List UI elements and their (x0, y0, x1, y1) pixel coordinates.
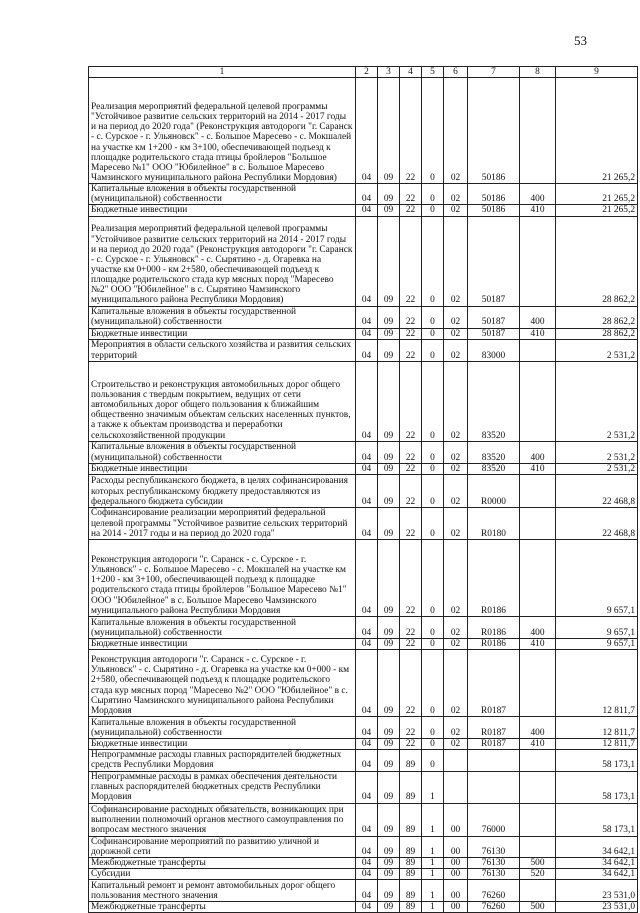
row-code-item: 50186 (468, 184, 520, 205)
row-code-section: 04 (356, 717, 378, 739)
row-code-item: 50187 (468, 306, 520, 328)
row-code-program: 22 (400, 216, 422, 306)
row-code-subprogram: 0 (422, 339, 444, 361)
row-description: Капитальные вложения в объекты государственной (муниципальной) собственности (89, 616, 356, 638)
row-code-direction: 02 (444, 507, 468, 539)
row-code-direction (444, 750, 468, 771)
row-amount: 22 468,8 (556, 474, 638, 507)
row-code-subsection: 09 (378, 205, 400, 216)
table-row (89, 328, 638, 339)
row-code-item: R0186 (468, 616, 520, 638)
row-code-section: 04 (356, 771, 378, 803)
row-code-direction: 02 (444, 339, 468, 361)
row-description: Межбюджетные трансферты (89, 857, 356, 868)
row-code-program: 22 (400, 474, 422, 507)
row-description: Субсидии (89, 869, 356, 880)
row-code-item: 76130 (468, 857, 520, 868)
row-code-expense-type: 410 (520, 205, 556, 216)
row-code-section: 04 (356, 216, 378, 306)
row-code-direction: 02 (444, 717, 468, 739)
row-code-subprogram: 0 (422, 474, 444, 507)
table-row (89, 507, 638, 539)
row-code-subprogram: 0 (422, 78, 444, 184)
row-code-expense-type: 400 (520, 441, 556, 463)
row-code-program: 89 (400, 836, 422, 857)
row-code-program: 22 (400, 339, 422, 361)
row-code-subprogram: 0 (422, 328, 444, 339)
row-code-item: R0187 (468, 650, 520, 717)
row-code-item: 76260 (468, 880, 520, 902)
row-code-expense-type (520, 650, 556, 717)
row-code-item: R0000 (468, 474, 520, 507)
row-code-subprogram: 1 (422, 771, 444, 803)
row-amount: 9 657,1 (556, 638, 638, 649)
row-code-section: 04 (356, 650, 378, 717)
row-code-item: R0186 (468, 539, 520, 616)
row-code-program: 22 (400, 616, 422, 638)
row-description: Капитальные вложения в объекты государственной (муниципальной) собственности (89, 717, 356, 739)
row-code-program: 22 (400, 78, 422, 184)
row-code-program: 22 (400, 638, 422, 649)
table-row (89, 205, 638, 216)
row-code-expense-type: 500 (520, 902, 556, 913)
row-code-subsection: 09 (378, 184, 400, 205)
row-code-subprogram: 1 (422, 803, 444, 836)
row-code-subsection: 09 (378, 650, 400, 717)
row-code-section: 04 (356, 507, 378, 539)
row-code-direction: 02 (444, 638, 468, 649)
row-code-item: 76130 (468, 836, 520, 857)
row-code-subsection: 09 (378, 739, 400, 750)
table-row (89, 803, 638, 836)
row-code-subsection: 09 (378, 857, 400, 868)
page-number: 53 (574, 33, 587, 48)
table-row (89, 78, 638, 184)
row-amount: 22 468,8 (556, 507, 638, 539)
row-code-direction: 02 (444, 616, 468, 638)
row-code-program: 22 (400, 463, 422, 474)
row-code-program: 89 (400, 880, 422, 902)
table-row (89, 771, 638, 803)
row-description: Капитальный ремонт и ремонт автомобильных дорог общего пользования местного значения (89, 880, 356, 902)
row-code-item: 50187 (468, 328, 520, 339)
column-header: 6 (444, 67, 468, 78)
row-code-expense-type: 520 (520, 869, 556, 880)
row-amount: 21 265,2 (556, 78, 638, 184)
row-code-subprogram: 0 (422, 739, 444, 750)
row-code-item: R0180 (468, 507, 520, 539)
table-row (89, 616, 638, 638)
row-code-expense-type: 400 (520, 184, 556, 205)
row-amount: 21 265,2 (556, 184, 638, 205)
row-code-expense-type (520, 216, 556, 306)
row-code-subprogram: 0 (422, 750, 444, 771)
row-code-subsection: 09 (378, 803, 400, 836)
row-code-subsection: 09 (378, 463, 400, 474)
row-code-section: 04 (356, 339, 378, 361)
row-code-section: 04 (356, 902, 378, 913)
row-code-subsection: 09 (378, 771, 400, 803)
row-code-direction: 02 (444, 474, 468, 507)
column-header: 9 (556, 67, 638, 78)
row-amount: 58 173,1 (556, 771, 638, 803)
row-code-program: 89 (400, 869, 422, 880)
row-description: Строительство и реконструкция автомобильных дорог общего пользования с твердым покрытием, ведущих от сети автомобильных дорог общего пользования к ближайшим общественно значимым объектам сельских населенных пунктов, а также к объектам производства и переработки сельскохозяйственной продукции (89, 361, 356, 441)
row-code-subsection: 09 (378, 441, 400, 463)
row-code-direction: 02 (444, 650, 468, 717)
column-header: 2 (356, 67, 378, 78)
row-code-direction: 02 (444, 328, 468, 339)
table-row (89, 638, 638, 649)
row-code-program: 22 (400, 507, 422, 539)
row-code-expense-type: 410 (520, 739, 556, 750)
row-code-section: 04 (356, 869, 378, 880)
row-code-subprogram: 0 (422, 184, 444, 205)
row-code-direction: 00 (444, 880, 468, 902)
row-amount: 58 173,1 (556, 750, 638, 771)
row-code-direction: 00 (444, 902, 468, 913)
row-code-direction: 02 (444, 463, 468, 474)
row-amount: 58 173,1 (556, 803, 638, 836)
table-row (89, 216, 638, 306)
table-row (89, 463, 638, 474)
row-description: Мероприятия в области сельского хозяйства и развития сельских территорий (89, 339, 356, 361)
row-code-direction: 00 (444, 869, 468, 880)
row-code-subprogram: 1 (422, 869, 444, 880)
row-amount: 28 862,2 (556, 306, 638, 328)
row-code-expense-type: 410 (520, 463, 556, 474)
row-amount: 23 531,0 (556, 880, 638, 902)
row-code-direction: 02 (444, 306, 468, 328)
table-row (89, 902, 638, 913)
row-code-program: 22 (400, 539, 422, 616)
row-description: Реализация мероприятий федеральной целевой программы "Устойчивое развитие сельских территорий на 2014 - 2017 годы и на период до 2020 года" (Реконструкция автодороги "г. Саранск - с. Сурское - г. Ульяновск" - с. Сырятино - д. Огаревка на участке км 0+000 - км 2+580, обеспечивающей подъезд к площадке родительского стада кур мясных пород "Маресево №2" ООО "Юбилейное" в с. Сырятино Чамзинского муниципального района Республики Мордовия) (89, 216, 356, 306)
row-code-section: 04 (356, 474, 378, 507)
row-amount: 9 657,1 (556, 539, 638, 616)
row-code-item: 83520 (468, 361, 520, 441)
row-code-item: 76260 (468, 902, 520, 913)
row-description: Капитальные вложения в объекты государственной (муниципальной) собственности (89, 184, 356, 205)
row-code-expense-type: 410 (520, 638, 556, 649)
row-code-expense-type (520, 507, 556, 539)
row-code-section: 04 (356, 880, 378, 902)
header-row (89, 67, 638, 78)
table-row (89, 750, 638, 771)
row-code-program: 22 (400, 328, 422, 339)
table-row (89, 339, 638, 361)
row-description: Софинансирование расходных обязательств, возникающих при выполнении полномочий органов местного самоуправления по вопросам местного значения (89, 803, 356, 836)
row-code-program: 22 (400, 184, 422, 205)
row-code-section: 04 (356, 441, 378, 463)
column-header: 8 (520, 67, 556, 78)
table-row (89, 361, 638, 441)
row-code-item (468, 771, 520, 803)
row-code-item: 83520 (468, 463, 520, 474)
row-code-expense-type (520, 803, 556, 836)
row-code-subprogram: 1 (422, 902, 444, 913)
row-code-item: 76000 (468, 803, 520, 836)
row-description: Реконструкция автодороги "г. Саранск - с. Сурское - г. Ульяновск" - с. Сырятино - д. Огаревка на участке км 0+000 - км 2+580, обеспечивающей подъезд к площадке родительского стада кур мясных пород "Маресево №2" ООО "Юбилейное" в с. Сырятино Чамзинского муниципального района Республики Мордовия (89, 650, 356, 717)
row-code-expense-type (520, 361, 556, 441)
table-row (89, 650, 638, 717)
row-code-section: 04 (356, 328, 378, 339)
table-row (89, 474, 638, 507)
row-code-direction: 02 (444, 184, 468, 205)
row-code-subsection: 09 (378, 339, 400, 361)
table-row (89, 539, 638, 616)
row-code-direction: 02 (444, 539, 468, 616)
table-row (89, 880, 638, 902)
row-code-direction: 02 (444, 78, 468, 184)
row-amount: 34 642,1 (556, 869, 638, 880)
row-code-expense-type: 400 (520, 306, 556, 328)
row-description: Непрограммные расходы в рамках обеспечения деятельности главных распорядителей бюджетных средств Республики Мордовия (89, 771, 356, 803)
row-code-section: 04 (356, 616, 378, 638)
row-code-subprogram: 0 (422, 463, 444, 474)
row-code-subprogram: 0 (422, 650, 444, 717)
row-code-expense-type (520, 78, 556, 184)
row-code-expense-type: 500 (520, 857, 556, 868)
row-code-subsection: 09 (378, 616, 400, 638)
row-description: Непрограммные расходы главных распорядителей бюджетных средств Республики Мордовия (89, 750, 356, 771)
row-amount: 2 531,2 (556, 361, 638, 441)
row-code-direction: 02 (444, 441, 468, 463)
row-code-program: 89 (400, 750, 422, 771)
row-code-subprogram: 0 (422, 616, 444, 638)
row-description: Бюджетные инвестиции (89, 739, 356, 750)
row-code-direction: 02 (444, 361, 468, 441)
column-header: 5 (422, 67, 444, 78)
row-code-item: 50186 (468, 205, 520, 216)
row-code-subsection: 09 (378, 216, 400, 306)
row-code-expense-type (520, 539, 556, 616)
row-code-subsection: 09 (378, 638, 400, 649)
table-row (89, 836, 638, 857)
table-row (89, 857, 638, 868)
row-code-subsection: 09 (378, 78, 400, 184)
row-code-section: 04 (356, 463, 378, 474)
table-row (89, 869, 638, 880)
row-description: Бюджетные инвестиции (89, 205, 356, 216)
column-header: 4 (400, 67, 422, 78)
row-code-program: 22 (400, 717, 422, 739)
row-code-subsection: 09 (378, 717, 400, 739)
row-code-subsection: 09 (378, 361, 400, 441)
row-description: Реализация мероприятий федеральной целевой программы "Устойчивое развитие сельских территорий на 2014 - 2017 годы и на период до 2020 года" (Реконструкция автодороги "г. Саранск - с. Сурское - г. Ульяновск" - с. Большое Маресево - с. Мокшалей на участке км 1+200 - км 3+100, обеспечивающей подъезд к площадке родительского стада птицы бройлеров "Большое Маресево №1" ООО "Юбилейное" в с. Большое Маресево Чамзинского муниципального района Республики Мордовия) (89, 78, 356, 184)
row-code-expense-type: 400 (520, 717, 556, 739)
row-code-section: 04 (356, 739, 378, 750)
row-amount: 12 811,7 (556, 717, 638, 739)
row-amount: 21 265,2 (556, 205, 638, 216)
row-description: Капитальные вложения в объекты государственной (муниципальной) собственности (89, 306, 356, 328)
row-amount: 34 642,1 (556, 836, 638, 857)
row-code-expense-type: 400 (520, 616, 556, 638)
row-code-expense-type (520, 880, 556, 902)
row-amount: 12 811,7 (556, 650, 638, 717)
row-description: Межбюджетные трансферты (89, 902, 356, 913)
row-description: Расходы республиканского бюджета, в целях софинансирования которых республиканскому бюджету предоставляются из федерального бюджета субсидии (89, 474, 356, 507)
row-code-subprogram: 0 (422, 441, 444, 463)
row-code-subsection: 09 (378, 474, 400, 507)
row-code-item: 76130 (468, 869, 520, 880)
row-code-subprogram: 1 (422, 857, 444, 868)
row-code-section: 04 (356, 361, 378, 441)
row-description: Бюджетные инвестиции (89, 463, 356, 474)
row-code-subprogram: 0 (422, 306, 444, 328)
row-code-subsection: 09 (378, 750, 400, 771)
row-code-program: 22 (400, 650, 422, 717)
row-code-program: 22 (400, 361, 422, 441)
row-amount: 34 642,1 (556, 857, 638, 868)
budget-table (88, 66, 638, 913)
row-code-section: 04 (356, 539, 378, 616)
row-code-expense-type (520, 339, 556, 361)
row-code-direction: 00 (444, 836, 468, 857)
row-amount: 12 811,7 (556, 739, 638, 750)
row-code-subsection: 09 (378, 507, 400, 539)
row-code-program: 22 (400, 205, 422, 216)
row-code-item: 83520 (468, 441, 520, 463)
row-code-subprogram: 1 (422, 880, 444, 902)
row-code-section: 04 (356, 857, 378, 868)
row-code-subsection: 09 (378, 902, 400, 913)
row-code-section: 04 (356, 803, 378, 836)
row-code-expense-type: 410 (520, 328, 556, 339)
row-amount: 28 862,2 (556, 216, 638, 306)
row-code-program: 89 (400, 902, 422, 913)
row-code-section: 04 (356, 78, 378, 184)
row-code-expense-type (520, 750, 556, 771)
column-header: 1 (89, 67, 356, 78)
row-code-subsection: 09 (378, 880, 400, 902)
row-code-program: 89 (400, 803, 422, 836)
row-code-item: R0187 (468, 717, 520, 739)
row-code-item: 50187 (468, 216, 520, 306)
row-amount: 2 531,2 (556, 463, 638, 474)
row-code-item: R0186 (468, 638, 520, 649)
row-code-subsection: 09 (378, 306, 400, 328)
table-row (89, 739, 638, 750)
row-code-program: 22 (400, 739, 422, 750)
row-code-direction: 00 (444, 857, 468, 868)
row-description: Софинансирование мероприятий по развитию уличной и дорожной сети (89, 836, 356, 857)
row-code-item: 83000 (468, 339, 520, 361)
column-header: 3 (378, 67, 400, 78)
row-description: Реконструкция автодороги "г. Саранск - с. Сурское - г. Ульяновск" - с. Большое Маресево - с. Мокшалей на участке км 1+200 - км 3+100, обеспечивающей подъезд к площадке родительского стада птицы бройлеров "Большое Маресево №1" ООО "Юбилейное" в с. Большое Маресево Чамзинского муниципального района Республики Мордовия (89, 539, 356, 616)
row-code-subprogram: 0 (422, 717, 444, 739)
table-row (89, 306, 638, 328)
row-code-expense-type (520, 771, 556, 803)
row-code-direction: 02 (444, 739, 468, 750)
column-header: 7 (468, 67, 520, 78)
row-code-expense-type (520, 474, 556, 507)
row-code-subprogram: 0 (422, 216, 444, 306)
row-code-direction (444, 771, 468, 803)
row-code-section: 04 (356, 638, 378, 649)
row-amount: 28 862,2 (556, 328, 638, 339)
row-code-item: 50186 (468, 78, 520, 184)
row-code-program: 89 (400, 771, 422, 803)
row-description: Бюджетные инвестиции (89, 328, 356, 339)
row-code-subprogram: 0 (422, 361, 444, 441)
row-description: Софинансирование реализации мероприятий федеральной целевой программы "Устойчивое развитие сельских территорий на 2014 - 2017 годы и на период до 2020 года" (89, 507, 356, 539)
row-code-subprogram: 0 (422, 539, 444, 616)
table-row (89, 184, 638, 205)
row-amount: 2 531,2 (556, 441, 638, 463)
row-code-section: 04 (356, 184, 378, 205)
row-code-subprogram: 0 (422, 205, 444, 216)
row-code-section: 04 (356, 836, 378, 857)
row-amount: 9 657,1 (556, 616, 638, 638)
row-code-subsection: 09 (378, 869, 400, 880)
row-code-direction: 02 (444, 205, 468, 216)
row-code-expense-type (520, 836, 556, 857)
row-code-program: 22 (400, 306, 422, 328)
row-code-section: 04 (356, 306, 378, 328)
row-description: Капитальные вложения в объекты государственной (муниципальной) собственности (89, 441, 356, 463)
table-row (89, 717, 638, 739)
row-code-item (468, 750, 520, 771)
row-amount: 23 531,0 (556, 902, 638, 913)
row-amount: 2 531,2 (556, 339, 638, 361)
row-code-section: 04 (356, 205, 378, 216)
row-code-direction: 02 (444, 216, 468, 306)
row-code-program: 89 (400, 857, 422, 868)
row-code-direction: 00 (444, 803, 468, 836)
row-code-item: R0187 (468, 739, 520, 750)
row-code-section: 04 (356, 750, 378, 771)
row-code-subprogram: 0 (422, 638, 444, 649)
row-description: Бюджетные инвестиции (89, 638, 356, 649)
row-code-subsection: 09 (378, 328, 400, 339)
row-code-subprogram: 0 (422, 507, 444, 539)
row-code-subprogram: 1 (422, 836, 444, 857)
row-code-subsection: 09 (378, 836, 400, 857)
table-row (89, 441, 638, 463)
row-code-subsection: 09 (378, 539, 400, 616)
row-code-program: 22 (400, 441, 422, 463)
